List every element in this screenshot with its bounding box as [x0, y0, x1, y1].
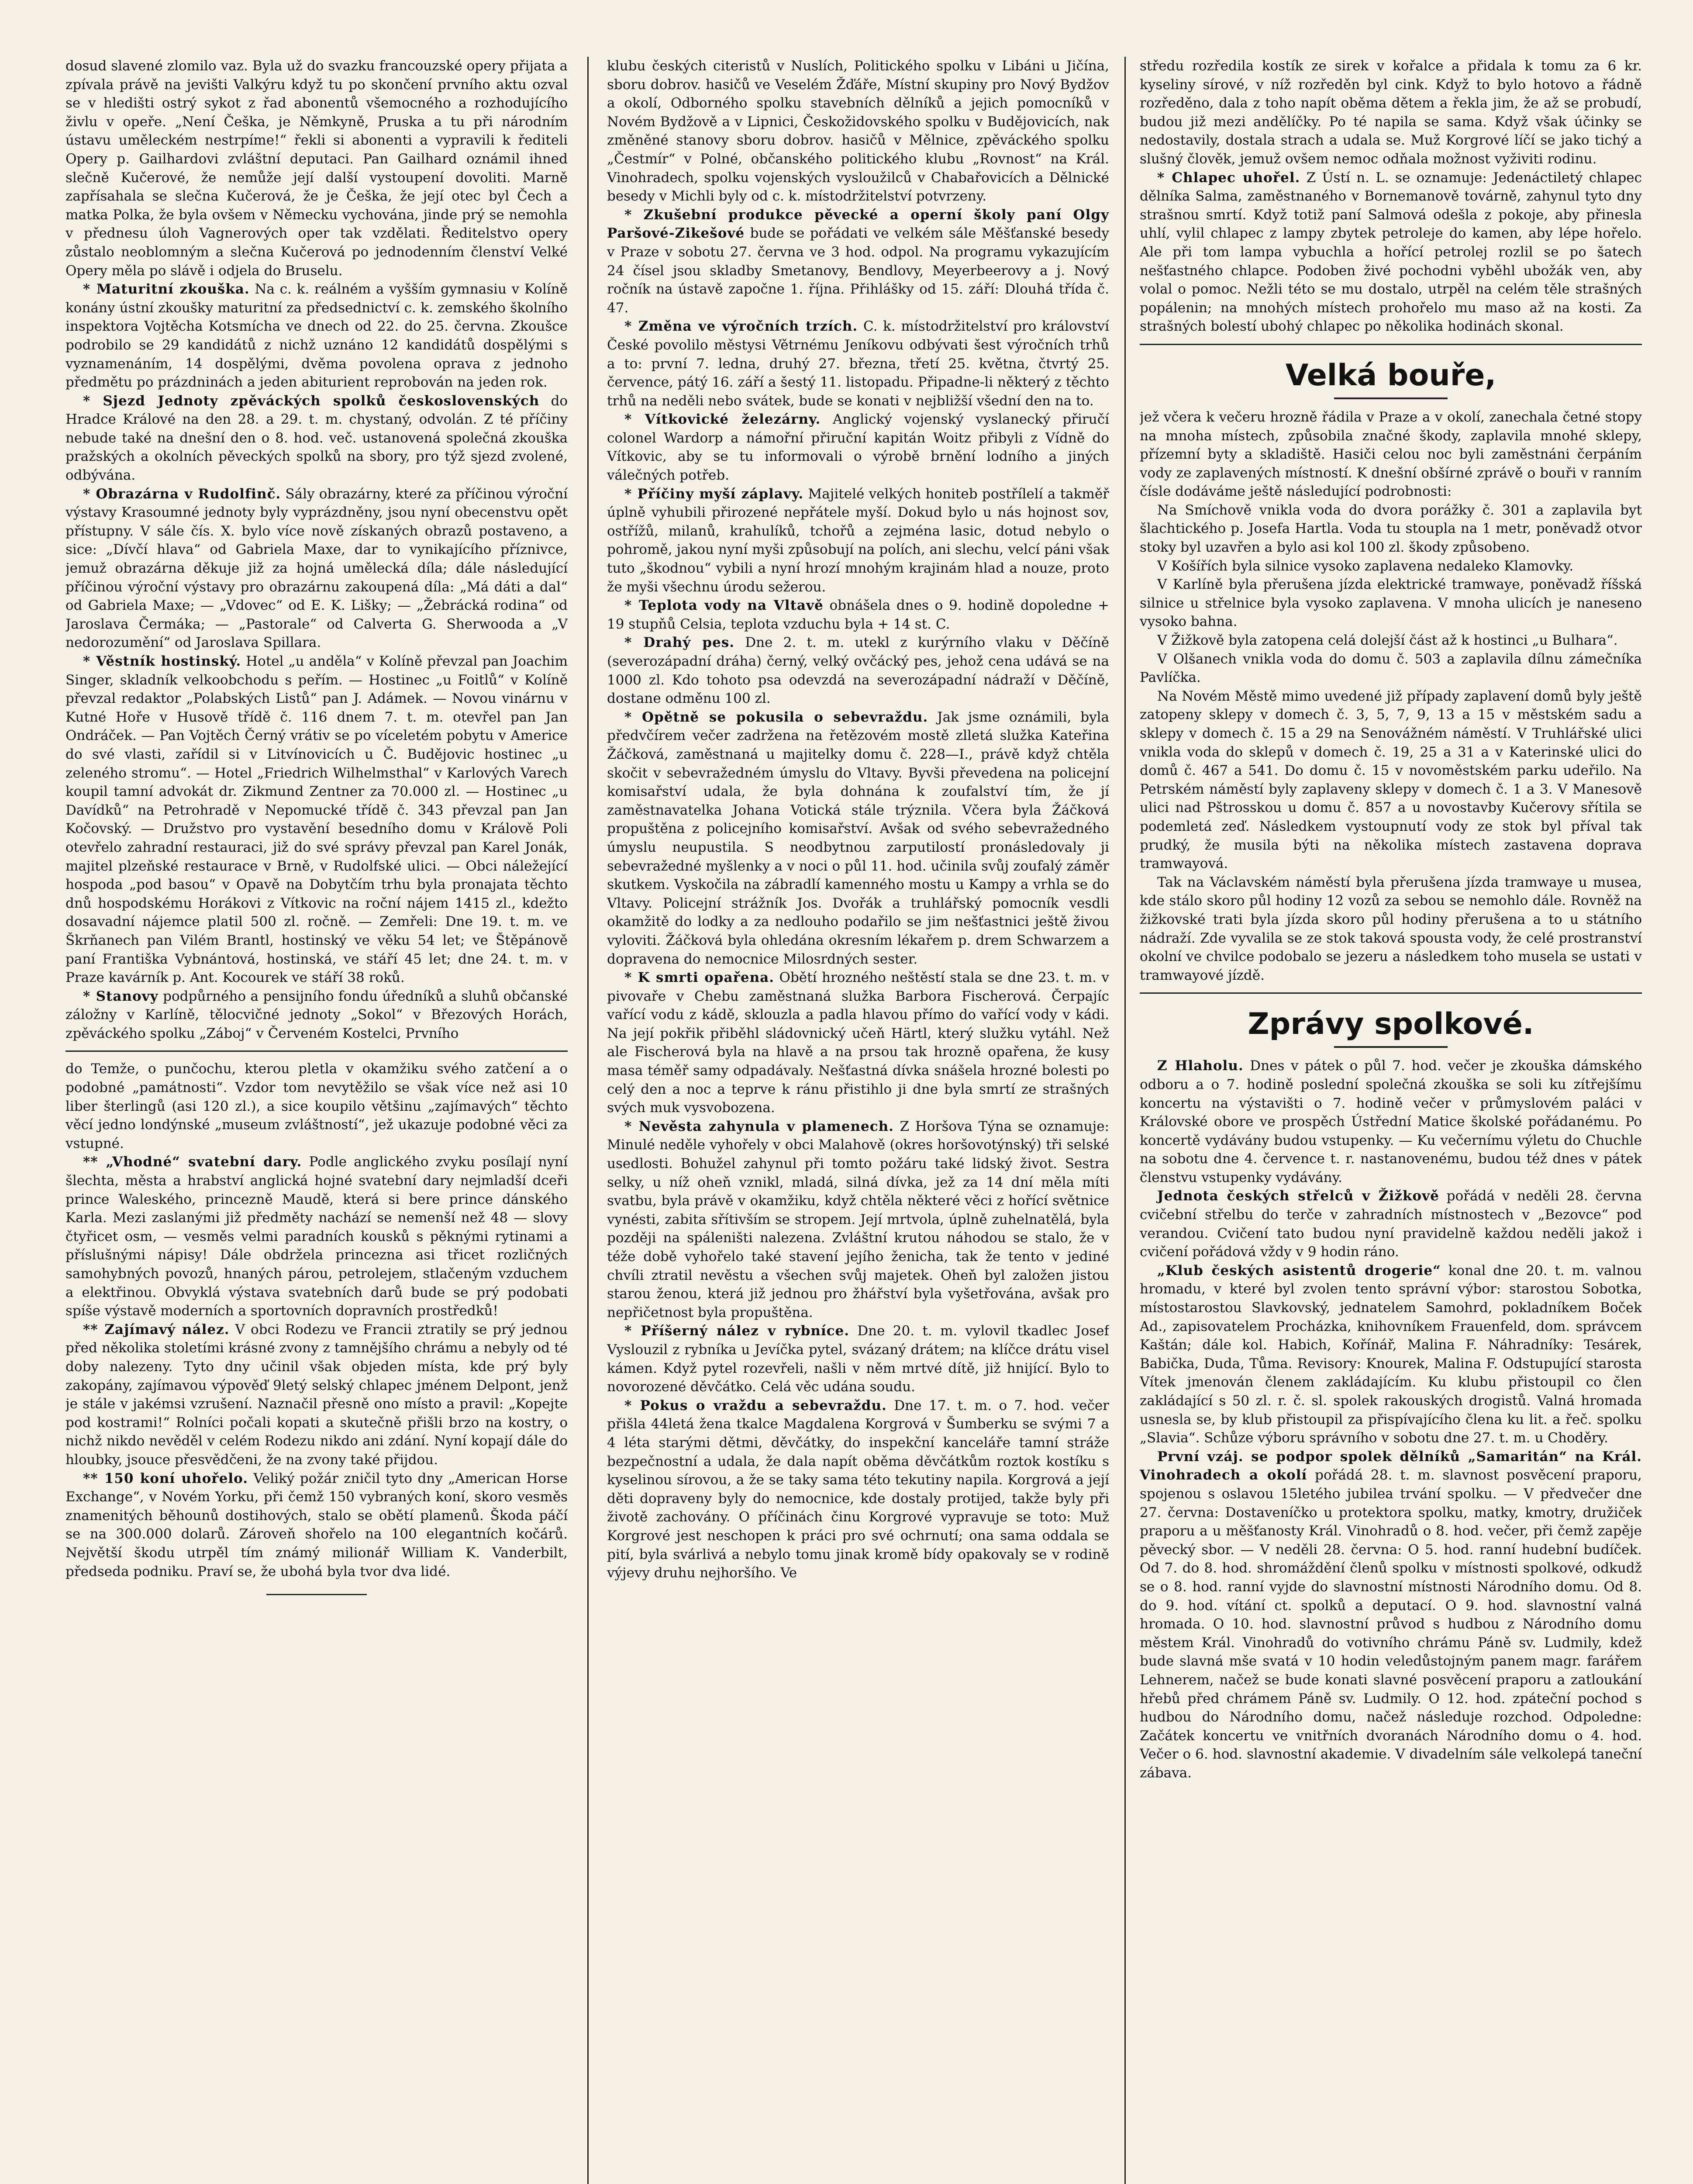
article-text: C. k. místodržitelství pro království České povolilo městysi Větrnému Jeníkovu odbývati šest výročních trhů a to: první 7. ledna, druhý 27. března, třetí 25. května, čtvrtý 25. července, pátý 16. září a šestý 11. listopadu. Připadne-li některý z těchto trhů na neděli nebo svátek, bude se konati v nejbližší všední den na to. — [607, 318, 1109, 409]
article-heading: * K smrti opařena. — [624, 970, 775, 986]
section-title-club-news: Zprávy spolkové. — [1248, 1007, 1534, 1042]
article-paragraph: V Olšanech vnikla voda do domu č. 503 a zaplavila dílnu zámečníka Pavlíčka. — [1140, 651, 1642, 686]
article-heading: * Změna ve výročních trzích. — [624, 318, 858, 335]
article-paragraph: Na Smíchově vnikla voda do dvora porážky č. 301 a zaplavila byt šlachtického p. Josefa Hartla. Voda tu stoupla na 1 metr, poněvadž otvor stoky byl uzavřen a bylo asi kol 100 zl. škody způsobeno. — [1140, 502, 1642, 556]
article-heading: * Věstník hostinský. — [83, 653, 241, 669]
column-divider — [1124, 57, 1126, 2184]
article-heading: * Pokus o vraždu a sebevraždu. — [624, 1397, 887, 1413]
article-paragraph: Tak na Václavském náměstí byla přerušena jízda tramwaye u musea, kde stálo skoro půl hodiny 12 vozů za sebou se nemohlo dále. Rovněž na žižkovské trati byla jízda skoro půl hodiny přerušena a to u státního nádraží. Zde vyvalila se ze stok taková spousta vody, že celé prostranství okolní ve chvilce podobalo se jezeru a následkem toho musela se ustati v tramwayové jízdě. — [1140, 874, 1642, 983]
column-middle — [607, 57, 1109, 2184]
article-heading: * Sjezd Jednoty zpěváckých spolků československých — [83, 393, 540, 409]
article-heading: ** 150 koní uhořelo. — [83, 1470, 248, 1486]
article-text: Anglický vojenský vyslanecký přiručí colonel Wardorp a námořní přiruční kapitán Woitz přibyli z Vídně do Vítkovic, aby se tu informovali o výrobě brnění lodního a jiných válečných potřeb. — [607, 411, 1109, 484]
article-text: Podle anglického zvyku posílají nyní šlechta, města a hrabství anglická hojné svatební dary nejmladší dceři prince Waleského, princezně Maudě, která si bere prince dánského Karla. Mezi zaslanými již předměty nachází se nemenší než 48 — slovy čtyřicet osm, — vesměs velmi paradních kousků s pěknými rytinami a příslušnými nápisy! Dále obdržela princezna asi třicet rozličných samohybných povozů, hnaných párou, petrolejem, stlačeným vzduchem a elektřinou. Obvyklá výstava svatebních darů bude se prý podobati spíše výstavě moderních a sportovních dopravních prostředků! — [66, 1154, 568, 1319]
article-text: Majitelé velkých honiteb postřílelí a takměř úplně vyhubili přirozené nepřátele myší. Dokud bylo u nás hojnost sov, ostřížů, milanů, krahulíků, tchořů a zejména lasic, dotud nebylo o pohromě, jakou nyní myši způsobují na polích, ani slechu, velcí páni však tuto „škodnou“ vybili a nyní hrozí mnohým krajinám hlad a nouze, proto že myši všechnu úrodu sežerou. — [607, 486, 1109, 595]
section-rule — [1140, 992, 1642, 994]
article-heading: * Příčiny myší záplavy. — [624, 486, 804, 502]
article-text: Hotel „u anděla“ v Kolíně převzal pan Joachim Singer, skladník velkoobchodu s peřím. — Hostinec „u Foitlů“ v Kolíně převzal redaktor „Polabských Listů“ pan J. Adámek. — Novou vinárnu v Kutné Hoře v Husově třídě č. 116 dnem 7. t. m. otevřel pan Jan Ondráček. — Pan Vojtěch Černý vrátiv se po víceletém pobytu v Americe do své vlasti, zařídil si v Litvínovicích u Č. Budějovic hostinec „u zeleného stromu“. — Hotel „Friedrich Wilhelmsthal“ v Karlových Varech koupil tamní advokát dr. Zikmund Zentner za 70.000 zl. — Hostinec „u Davídků“ na Petrohradě v Nepomucké třídě č. 343 převzal pan Jan Kočovský. — Družstvo pro vystavění besedního domu v Králově Poli otevřelo zahradní restauraci, již do své správy převzal pan Karel Jonák, majitel plzeňské restaurace v Brně, v Rudolfské ulici. — Obci náležející hospoda „pod basou“ v Opavě na Dobytčím trhu byla pronajata těchto dnů hospodskému Horákovi z Vítkovic na roční nájem 1415 zl., kdežto dosavadní nájemce platil 500 zl. ročně. — Zemřeli: Dne 19. t. m. ve Škrňanech pan Vilém Brantl, hostinský ve věku 54 let; ve Štěpánově paní Františka Vybnántová, hostinská, ve stáří 45 let; dne 24. t. m. v Praze kavárník p. Ant. Kocourek ve stáří 38 roků. — [66, 653, 568, 986]
article-text: Dnes v pátek o půl 7. hod. večer je zkouška dámského odboru a o 7. hodině poslední společná zkouška se soli ku zítřejšímu koncertu na výstavišti o 7. hodině večer v průmyslovém paláci v Královské obore ve prospěch Ústřední Matice školské pořádanému. Po koncertě vydávány budou vstupenky. — Ku večernímu výletu do Chuchle na sobotu dne 4. července t. r. nastanovenému, budou též dnes v pátek členstvu vstupenky vydávány. — [1140, 1058, 1642, 1185]
article-text: Dne 17. t. m. o 7. hod. večer přišla 44letá žena tkalce Magdalena Korgrová v Šumberku se svými 7 a 4 léta starými dětmi, děvčátky, do inspekční kanceláře tamní stráže bezpečnostní a udala, že dala napít oběma děvčátkům roztok kostíku s kyselinou sírovou, a že se taky sama této tekutiny napila. Korgrová a její děti dopraveny byly do nemocnice, kde dostaly protijed, takže byly při životě zachovány. O příčinách činu Korgrové vypravuje se toto: Muž Korgrové jest neschopen k práci pro své ochrnutí; ona sama oddala se pití, byla svárlivá a nebylo tomu jinak kromě bídy opakovaly se v rodině výjevy druhu nejhoršího. Ve — [607, 1397, 1109, 1581]
article-heading: * Chlapec uhořel. — [1157, 169, 1300, 186]
article-paragraph: do Temže, o punčochu, kterou pletla v okamžiku svého zatčení a o podobné „památnosti“. Vzdor tom nevytěžilo se však více než asi 10 liber šterlingů (asi 120 zl.), a sice koupilo většinu „zajímavých“ těchto věcí jedno londýnské „museum zvláštností“, jež ukazuje podobné věci za vstupné. — [66, 1061, 568, 1151]
article-text: Z Horšova Týna se oznamuje: Minulé neděle vyhořely v obci Malahově (okres horšovotýnský) tři selské usedlosti. Bohužel zahynul při tomto požáru také lidský život. Sestra selky, u níž oheň vznikl, mladá, silná dívka, jež za 14 dní měla míti svatbu, byla právě v okamžiku, když chtěla některé věci z hořící světnice vynésti, zabita sřítivším se stropem. Její mrtvola, úplně zuhelnatělá, byla později na spáleništi nalezena. Zvláštní krutou náhodou se stalo, že v téže době vyhořelo také stavení jejího ženicha, tak že tento v jediné chvíli ztratil nevěstu a všechen svůj majetek. Oheň byl založen jistou starou ženou, která již jednou pro žhářství byla vyšetřována, avšak pro nepřičetnost byla propuštěna. — [607, 1118, 1109, 1320]
article-text: pořádá 28. t. m. slavnost posvěcení praporu, spojenou s oslavou 15letého jubilea trvání spolku. — V předvečer dne 27. června: Dostaveníčko u protektora spolku, matky, kmotry, družiček praporu a u měšťanosty Král. Vinohradů o 8. hod. večer, při čemž zapěje pěvecký sbor. — V neděli 28. června: O 5. hod. ranní hudební budíček. Od 7. do 8. hod. shromáždění členů spolku v místnosti spolkové, odkudž se o 8. hod. ranní vyjde do slavnostní místnosti Národního domu. Od 8. do 9. hod. vítání ct. spolků a deputací. O 9. hod. slavnostní valná hromada. O 10. hod. slavnostní průvod s hudbou z Národního domu městem Král. Vinohradů do votivního chrámu Páně sv. Ludmily, kdež bude slavná mše svatá v 10 hodin veledůstojným panem magr. farářem Lehnerem, načež se bude konati slavné posvěcení praporu a zatloukání hřebů před chrámem Páně sv. Ludmily. O 12. hod. zpáteční pochod s hudbou do Národního domu, načež následuje rozchod. Odpoledne: Začátek koncertu ve vnitřních dvoranách Národního domu o 4. hod. Večer o 6. hod. slavnostní akademie. V divadelním sále velkolepá taneční zábava. — [1140, 1467, 1642, 1781]
section-rule — [66, 1051, 568, 1052]
article-text: Dne 2. t. m. utekl z kurýrního vlaku v Děčíně (severozápadní dráha) černý, velký ovčácký pes, jehož cena udává se na 1000 zl. Kdo tohoto psa odevzdá na severozápadní nádraží v Děčíně, dostane odměnu 100 zl. — [607, 635, 1109, 707]
article-paragraph: klubu českých citeristů v Nuslích, Politického spolku v Libáni u Jičína, sboru dobrov. hasičů ve Veselém Žďáře, Místní skupiny pro Nový Bydžov a okolí, Odborného spolku stavebních dělníků a jejich pomocníků v Novém Bydžově a v Lipnici, Českožidovského spolku v Budějovicích, nak změněné stanovy sboru dobrov. hasičů v Mělnice, zpěváckého spolku „Čestmír“ v Polné, občanského politického klubu „Rovnost“ na Král. Vinohradech, spolku vojenských vysloužilců v Chabařovicích a Dělnické besedy v Michli byly od c. k. místodržitelství potvrzeny. — [607, 58, 1109, 204]
article-heading: * Stanovy — [83, 988, 159, 1004]
article-heading: * Zkušební produkce pěvecké a operní školy paní Olgy Paršové-Zikešové — [607, 207, 1109, 242]
article-text: obnášela dnes o 9. hodině dopoledne + 19 stupňů Celsia, teplota vzduchu byla + 14 st. C. — [607, 598, 1109, 632]
article-heading: * Drahý pes. — [624, 635, 735, 651]
title-underline — [1334, 1046, 1448, 1048]
article-paragraph: dosud slavené zlomilo vaz. Byla už do svazku francouzské opery přijata a zpívala právě na jevišti Valkýru když tu po skončení prvního aktu ozval se v hledišti ostrý sykot z řad abonentů všemocného a rozhodujícího živlu v opeře. „Není Češka, je Němkyně, Pruska a tu při národním ústavu uměleckém nestrpíme!“ řekli si abonenti a vypravili k řediteli Opery p. Gailhardovi zvláštní deputaci. Pan Gailhard oznámil ihned slečně Kučerové, že nemůže její další vystoupení dovoliti. Marně zapřísahala se slečna Kučerová, že je Češka, že její otec byl Čech a matka Polka, že byla ovšem v Německu vychována, jinde prý se nemohla v přednesu úloh Vagnerových oper tak vzdělati. Ředitelstvo opery zůstalo neoblomným a slečna Kučerová po jednodenním členství Velké Opery měla po slávě i odjela do Bruselu. — [66, 58, 568, 279]
article-text: podpůrného a pensijního fondu úředníků a sluhů občanské záložny v Karlíně, tělocvičné jednoty „Sokol“ v Březových Horách, zpěváckého spolku „Záboj“ v Červeném Kostelci, Prvního — [66, 988, 568, 1041]
article-heading: * Příšerný nález v rybníce. — [624, 1323, 850, 1339]
article-text: Obětí hrozného neštěstí stala se dne 23. t. m. v pivovaře v Chebu zaměstnaná služka Barbora Fischerová. Čerpajíc vařící vodu z kádě, sklouzla a padla hlavou přímo do vařící vody v kádi. Na její pokřik přiběhl sládovnický učeň Härtl, který služku vytáhl. Než ale Fischerová byla na hlavě a na prsou tak hrozně opařena, že kusy masa téměř samy odpadávaly. Nešťastná dívka snášela hrozné bolesti po celý den a noc a teprve k ránu přistihlo ji dne byla smrtí ze strašných svých muk vysvobozena. — [607, 970, 1109, 1116]
article-text: Sály obrazárny, které za příčinou výroční výstavy Krasoumné jednoty byly vyprázdněny, jsou nyní obecenstvu opět přístupny. V sále čís. X. bylo více nově získaných obrazů postaveno, a sice: „Dívčí hlava“ od Gabriela Maxe, dar to vynikajícího příznivce, jemuž obrazárna děkuje již za hojná umělecká díla; dále následující příčinou výroční výstavy pro obrazárnu zakoupená díla: „Má dáti a dal“ od Gabriela Maxe; — „Vdovec“ od E. K. Lišky; — „Žebrácká rodina“ od Jaroslava Čermáka; — „Pastorale“ od Calverta G. Sherwooda a „V nedorozumění“ od Jaroslava Spillara. — [66, 486, 568, 651]
article-heading: ** Zajímavý nález. — [83, 1321, 230, 1337]
article-text: konal dne 20. t. m. valnou hromadu, v které byl zvolen tento správní výbor: starostou Sobotka, místostarostou Slavkovský, jednatelem Samohrd, pokladníkem Boček Ad., zapisovatelem Procházka, knihovníkem Frauenfeld, dom. správcem Kaštán; dále kol. Habich, Kořínář, Malina F. Náhradníky: Tesárek, Babička, Duda, Tůma. Revisory: Knourek, Malina F. Odstupující starosta Vítek jmenován členem zakládajícím. Ku klubu přistoupil co člen zakládající s 50 zl. r. č. sl. spolek rakouských drogistů. Valná hromada usnesla se, by klub přistoupil za přispívajícího člena ku lit. a řeč. spolku „Slavia“. Schůze výboru správního v sobotu dne 27. t. m. u Choděry. — [1140, 1262, 1642, 1446]
article-paragraph: jež včera k večeru hrozně řádila v Praze a v okolí, zanechala četné stopy na mnoha místech, způsobila značné škody, zaplavila mnohé sklepy, přízemní byty a skladiště. Hasiči celou noc byli zaměstnáni čerpáním vody ze zaplavených místností. K dnešní obšírné zprávě o bouři v ranním čísle dodáváme ještě následující podrobnosti: — [1140, 409, 1642, 500]
article-text: pořádá v neděli 28. června cvičební střelbu do terče v zahradních místnostech v „Bezovce“ pod verandou. Cvičení tato budou nyní pravidelně každou neděli jakož i cvičení pořádová vždy v 9 hodin ráno. — [1140, 1188, 1642, 1260]
article-text: Z Ústí n. L. se oznamuje: Jedenáctiletý chlapec dělníka Salma, zaměstnaného v Bornemanově továrně, zahynul tyto dny strašnou smrtí. Když totiž paní Salmová odešla z pokoje, aby přinesla uhlí, vylil chlapec z lampy zbytek petroleje do kamen, aby lépe hořelo. Ale při tom lampa vybuchla a hořící petrolej rozlil se po šatech nešťastného chlapce. Podoben živé pochodni vyběhl ubožák ven, aby volal o pomoc. Nežli této se mu dostalo, utrpěl na celém těle strašných popálenin; na mnohých místech prohořelo mu maso až na kosti. Za strašných bolestí ubohý chlapec po několika hodinách skonal. — [1140, 169, 1642, 335]
article-heading: * Vítkovické železárny. — [624, 411, 821, 428]
article-heading: ** „Vhodné“ svatební dary. — [83, 1154, 302, 1170]
article-text: Jak jsme oznámili, byla předvčírem večer zadržena na řetězovém mostě zlletá služka Kateřina Žáčková, zaměstnaná u majitelky domu č. 228—I., právě když chtěla skočit v sebevražedném úmyslu do Vltavy. Byvši převedena na policejní komisařství udala, že byla dohnána k zoufalství tím, že jí zaměstnavatelka Johana Votická stále trýznila. Včera byla Žáčková propuštěna z policejního komisařství. Avšak od svého sebevražedného úmyslu neupustila. S neodbytnou zarputilostí pronásledovaly ji sebevražedné myšlenky a v noci o půl 11. hod. učinila svůj zoufalý záměr skutkem. Vyskočila na zábradlí kamenného mostu u Kampy a vrhla se do Vltavy. Policejní strážník Jos. Dvořák a truhlářský pomocník vesdli okamžitě do lodky a za nedlouho podařilo se jim nešťastnici ještě živou vyloviti. Žáčková byla ohledána okresním lékařem p. drem Schwarzem a dopravena do nemocnice Milosrdných sester. — [607, 709, 1109, 967]
title-underline — [1334, 397, 1448, 399]
article-paragraph: Na Novém Městě mimo uvedené již případy zaplavení domů byly ještě zatopeny sklepy v domech č. 3, 5, 7, 9, 13 a 15 v městském sadu a sklepy v domech č. 15 a 29 na Senovážném náměstí. V Truhlářské ulici vnikla voda do sklepů v domech č. 19, 25 a 31 a v Katerinské ulici do domů č. 467 a 541. Do domu č. 15 v novoměstském parku udeřilo. Na Petrském náměstí byly zaplaveny sklepy v domech č. 1 a 3. V Manesově ulici nad Pštrosskou u domu č. 857 a u novostavby Kučerovy sřítila se podemletá zeď. Následkem vystoupnutí vody ze stok byl příval tak prudký, že musila býti na několika místech zastavena doprava tramwayová. — [1140, 688, 1642, 872]
article-text: do Hradce Králové na den 28. a 29. t. m. chystaný, odvolán. Z té příčiny nebude také na dnešní den o 8. hod. več. ustanovená společná zkouška pražských a okolních pěveckých spolků na sbory, pro týž sjezd zvolené, odbývána. — [66, 393, 568, 484]
article-text: Na c. k. reálném a vyšším gymnasiu v Kolíně konány ústní zkoušky maturitní za předsednictví c. k. zemského školního inspektora Vojtěcha Kotsmícha ve dnech od 22. do 25. června. Zkoušce podrobilo se 29 kandidátů z nichž uznáno 12 kandidátů dospělými s vyznamenáním, 14 dospělými, dvěma povolena oprava z jednoho předmětu po prázdninách a jeden abiturient reprobován na jeden rok. — [66, 281, 568, 390]
article-paragraph: V Košířích byla silnice vysoko zaplavena nedaleko Klamovky. — [1157, 558, 1574, 574]
article-heading: Z Hlaholu. — [1157, 1058, 1244, 1074]
column-divider — [587, 57, 589, 2184]
section-rule — [1140, 344, 1642, 345]
article-paragraph: středu rozředila kostík ze sirek v kořalce a přidala k tomu za 6 kr. kyseliny sírové, v níž rozředěn byl cink. Když to bylo hotovo a řádně rozředěno, dala z toho napít oběma dětem a řekla jim, že až se probudí, budou již mezi andělíčky. Po té napila se sama. Když však účinky se nedostavily, dostala strach a udala se. Muž Korgrové líčí se jako tichý a slušný člověk, jemuž ovšem nemoc odňala možnost vyživiti rodinu. — [1140, 58, 1642, 167]
article-text: Dne 20. t. m. vylovil tkadlec Josef Vyslouzil z rybníka u Jevíčka pytel, svázaný drátem; na klíčce drátu visel kámen. Když pytel rozevřeli, našli v něm mrtvé dítě, již hnijící. Bylo to novorozené děvčátko. Celá věc udána soudu. — [607, 1323, 1109, 1395]
section-title-storm: Velká bouře, — [1285, 358, 1496, 393]
newspaper-page — [66, 57, 1646, 2184]
article-heading: * Maturitní zkouška. — [83, 281, 250, 297]
article-text: V obci Rodezu ve Francii ztratily se prý jednou před několika stoletími krásné zvony z tamnějšího chrámu a nebyly od té doby nalezeny. Tyto dny učinil však objeden místa, kde prý byly zakopány, zajímavou výpověď 9letý selský chlapec jménem Delpont, jenž je stále v jakémsi vzrušení. Naznačil přesně ono místo a pravil: „Kopejte pod kostrami!“ Rolníci počali kopati a skutečně přišli brzo na kostry, o nichž nikdo nevěděl v celém Rodezu nikdo ani zdání. Nyní kopají dále do hloubky, jsouce přesvědčeni, že na zvony také přijdou. — [66, 1321, 568, 1468]
article-paragraph: V Žižkově byla zatopena celá dolejší část až k hostinci „u Bulhara“. — [1157, 632, 1618, 649]
article-heading: * Opětně se pokusila o sebevraždu. — [624, 709, 928, 725]
article-heading: * Nevěsta zahynula v plamenech. — [624, 1118, 894, 1134]
article-heading: První vzáj. se podpor spolek dělníků „Samaritán“ na Král. Vinohradech a okolí — [1140, 1448, 1642, 1483]
end-rule — [266, 1594, 367, 1595]
article-text: Veliký požár zničil tyto dny „American Horse Exchange“, v Novém Yorku, při čemž 150 vybraných koní, skoro vesměs znamenitých běhounů dostihových, stalo se obětí plamenů. Škoda páčí se na 300.000 dolarů. Zároveň shořelo na 100 elegantních kočárů. Největší škodu utrpěl tím známý milionář William K. Vanderbilt, předseda podniku. Praví se, že ubohá byla tvor dva lidé. — [66, 1470, 568, 1579]
article-heading: Jednota českých střelců v Žižkově — [1157, 1188, 1439, 1204]
article-text: bude se pořádati ve velkém sále Měšťanské besedy v Praze v sobotu 27. června ve 3 hod. odpol. Na programu vykazujícím 24 čísel jsou skladby Smetanovy, Bendlovy, Meyerbeerovy a j. Nový ročník na ústavě započne 1. října. Přihlášky od 15. září: Dlouhá třída č. 47. — [607, 225, 1109, 316]
article-heading: * Teplota vody na Vltavě — [624, 598, 824, 614]
column-left — [66, 57, 568, 2184]
article-heading: * Obrazárna v Rudolfinč. — [83, 486, 281, 502]
article-paragraph: V Karlíně byla přerušena jízda elektrické tramwaye, poněvadž říšská silnice u střelnice byla vysoko zaplavena. V mnoha ulicích je naneseno vysoko bahna. — [1140, 577, 1642, 630]
column-right — [1140, 57, 1642, 2184]
article-heading: „Klub českých asistentů drogerie“ — [1157, 1262, 1441, 1279]
